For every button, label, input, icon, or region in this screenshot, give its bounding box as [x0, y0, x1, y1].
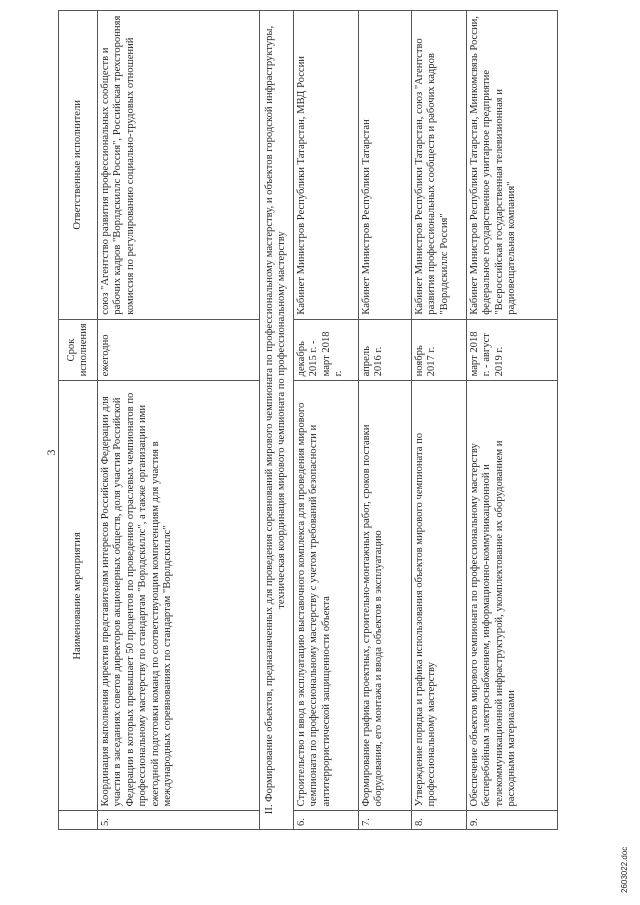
row-number: 9. [466, 811, 557, 830]
row-term: апрель 2016 г. [358, 319, 411, 381]
row-executors: Кабинет Министров Республики Татарстан [358, 11, 411, 320]
row-executors: союз "Агентство развития профессиональных сообществ и рабочих кадров "Ворлдскиллс Россия", Российская трехсторонняя комиссия по регулированию социально-трудовых отношений [98, 11, 260, 320]
document-filename: 2603022.doc [620, 846, 629, 893]
measures-table [58, 10, 558, 830]
row-term: декабрь 2015 г. - март 2018 г. [293, 319, 358, 381]
table-header-row [59, 11, 98, 830]
table-row [98, 11, 260, 830]
row-measure: Обеспечение объектов мирового чемпионата по профессиональному мастерству бесперебойным электроснабжением, информационно-коммуникационной и телекоммуникационной инфраструктурой, укомплектование их оборудованием и расходными материалами [466, 381, 557, 811]
header-num [59, 811, 98, 830]
header-term: Срок исполнения [59, 319, 98, 381]
row-measure: Формирование графика проектных, строительно-монтажных работ, сроков поставки оборудования, его монтажа и ввода объектов в эксплуатацию [358, 381, 411, 811]
table-row [411, 11, 466, 830]
table-row [466, 11, 557, 830]
row-term: март 2018 г. - август 2019 г. [466, 319, 557, 381]
row-executors: Кабинет Министров Республики Татарстан, союз "Агентство развития профессиональных сообществ и рабочих кадров "Ворлдскиллс Россия" [411, 11, 466, 320]
row-number: 8. [411, 811, 466, 830]
row-term: ежегодно [98, 319, 260, 381]
row-number: 6. [293, 811, 358, 830]
section-row [260, 11, 294, 830]
table-row [358, 11, 411, 830]
row-executors: Кабинет Министров Республики Татарстан, МВД России [293, 11, 358, 320]
table-row [293, 11, 358, 830]
row-executors: Кабинет Министров Республики Татарстан, Минкомсвязь России, федеральное государственное унитарное предприятие "Всероссийская государственная телевизионная и радиовещательная компания" [466, 11, 557, 320]
row-number: 7. [358, 811, 411, 830]
row-term: ноябрь 2017 г. [411, 319, 466, 381]
page-number: 3 [44, 449, 58, 456]
row-measure: Координация выполнения директив представителям интересов Российской Федерации для участия в заседаниях советов директоров акционерных обществ, доля участия Российской Федерации в которых превышает 50 процентов по проведению отраслевых чемпионатов по профессиональному мастерству по стандартам "Ворлдскиллс", а также организации ими ежегодной подготовки команд по соответствующим компетенциям для участия в международных соревнованиях по стандартам "Ворлдскиллс" [98, 381, 260, 811]
row-measure: Утверждение порядка и графика использования объектов мирового чемпионата по профессиональному мастерству [411, 381, 466, 811]
row-measure: Строительство и ввод в эксплуатацию выставочного комплекса для проведения мирового чемпионата по профессиональному мастерству с учетом требований безопасности и антитеррористической защищенности объекта [293, 381, 358, 811]
header-name: Наименование мероприятия [59, 381, 98, 811]
row-number: 5. [98, 811, 260, 830]
header-executors: Ответственные исполнители [59, 11, 98, 320]
section-heading: II. Формирование объектов, предназначенных для проведения соревнований мирового чемпионата по профессиональному мастерству, и объектов городской инфраструктуры, техническая координация мирового чемпионата по профессиональному мастерству [260, 11, 294, 830]
